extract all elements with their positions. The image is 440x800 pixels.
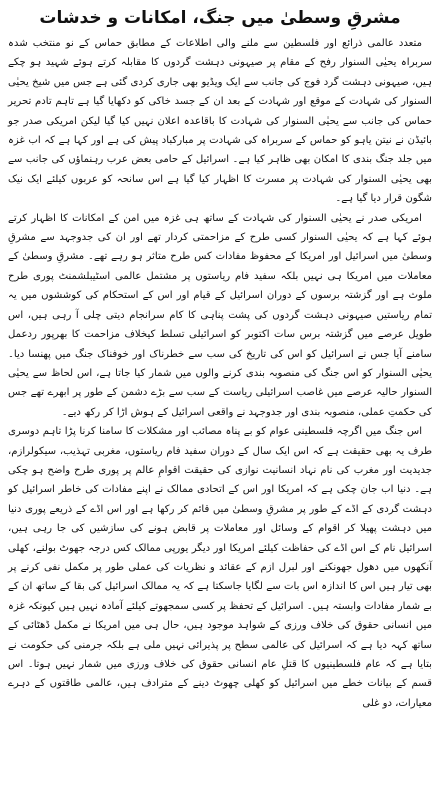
- article-paragraph: اس جنگ میں اگرچہ فلسطینی عوام کو بے پناہ مصائب اور مشکلات کا سامنا کرنا پڑا تاہم دوسری طرف یہ بھی حقیقت ہے کہ اس ایک سال کے دوران سفید فام ریاستوں، مغربی تہذیب، سیکولرازم، جدیدیت اور مغرب کی نام نہاد انسانیت نوازی کی حقیقت اقوامِ عالم پر پوری طرح واضح ہو چکی ہے۔ دنیا اب جان چکی ہے کہ امریکا اور اس کے اتحادی ممالک نے اپنے مفادات کی خاطر اسرائیل کو دہشت گردی کے اڈے کے طور پر مشرقِ وسطیٰ میں قائم کر رکھا ہے اور اس اڈے کے ذریعے پوری دنیا میں دہشت پھیلا کر اقوام کے وسائل اور معاملات پر قابض ہونے کی سازشیں کی جا رہی ہیں، اسرائیل نام کے اس اڈے کی حفاظت کیلئے امریکا اور دیگر یورپی ممالک کس درجہ جھوٹ بولنے، کھلی آنکھوں میں دھول جھونکنے اور لبرل ازم کے عقائد و نظریات کی عملی طور پر مکمل نفی کرنے پر بھی تیار ہیں اس کا اندازہ اس بات سے لگایا جاسکتا ہے کہ یہ ممالک اسرائیل کی بقا کے ساتھ ان کے بے شمار مفادات وابستہ ہیں۔ اسرائیل کے تحفظ پر کسی سمجھوتے کیلئے آمادہ نہیں ہیں کیونکہ غزہ میں انسانی حقوق کی خلاف ورزی کے شواہد موجود ہیں، حال ہی میں امریکا نے مکمل ڈھٹائی کے ساتھ کہہ دیا ہے کہ اسرائیل کی عالمی سطح پر پذیرائی نہیں ملی ہے بلکہ جرمنی کی حکومت نے بتایا ہے کہ عام فلسطینیوں کا قتلِ عام انسانی حقوق کی خلاف ورزی میں شمار نہیں ہوتا۔ اس قسم کے بیانات خطے میں اسرائیل کو کھلی چھوٹ دینے کے مترادف ہیں، عالمی طاقتوں کے دہرے معیارات، دو غلی: [8, 426, 432, 709]
- article-body: [8, 34, 432, 713]
- article-paragraph: امریکی صدر نے یحیٰی السنوار کی شہادت کے ساتھ ہی غزہ میں امن کے امکانات کا اظہار کرتے ہوئے کہا ہے کہ یحیٰی السنوار کسی طرح کے مزاحمتی کردار تھے اور ان کی جدوجہد سے مشرقِ وسطیٰ میں اسرائیل اور امریکا کے محفوظ مفادات کس طرح متاثر ہو رہے تھے۔ مشرقِ وسطیٰ کے معاملات میں امریکا ہی نہیں بلکہ سفید فام ریاستوں پر مشتمل عالمی اسٹیبلشمنٹ پوری طرح ملوث ہے اور گزشتہ برسوں کے دوران اسرائیل کے قیام اور اس کے استحکام کی کوششوں میں یہ تمام ریاستیں صیہونی دہشت گردوں کی پشت پناہی کا کام سرانجام دیتی چلی آ رہی ہیں، اس طویل عرصے میں گزشتہ برس سات اکتوبر کو اسرائیلی تسلط کیخلاف مزاحمت کا بھرپور ردعمل سامنے آیا جس نے اسرائیل کو اس کی تاریخ کی سب سے خطرناک اور خوفناک جنگ میں پھنسا دیا۔ یحیٰی السنوار کو اس جنگ کی منصوبہ بندی کرنے والوں میں شمار کیا جاتا ہے، اس لحاظ سے یحیٰی السنوار حالیہ عرصے میں غاصب اسرائیلی ریاست کے سب سے بڑے دشمن کے طور پر ابھرے تھے جس کی حکمتِ عملی، منصوبہ بندی اور جدوجہد نے واقعی اسرائیل کے ہوش اڑا کر رکھ دیے۔: [8, 212, 432, 418]
- article-title: مشرقِ وسطیٰ میں جنگ، امکانات و خدشات: [39, 8, 401, 28]
- article-paragraph: متعدد عالمی ذرائع اور فلسطین سے ملنے والی اطلاعات کے مطابق حماس کے نو منتخب شدہ سربراہ یحیٰی السنوار رفح کے مقام پر صیہونی دہشت گردوں کا مقابلہ کرتے ہوئے شہید ہو چکے ہیں، صیہونی دہشت گرد فوج کی جانب سے ایک ویڈیو بھی جاری کردی گئی ہے جس میں شیخ یحیٰی السنوار کی شہادت کے موقع اور شہادت کے بعد ان کے جسد خاکی کو دکھایا گیا ہے تاہم تادم تحریر حماس کی جانب سے یحیٰی السنوار کی شہادت کا باقاعدہ اعلان نہیں کیا گیا لیکن امریکی صدر جو بائیڈن نے نیتن یاہو کو حماس کے سربراہ کی شہادت پر مبارکباد پیش کی ہے اور کہا ہے کہ اب غزہ میں جلد جنگ بندی کا امکان بھی ظاہر کیا ہے۔ اسرائیل کے حامی بعض عرب رہنماؤں کی جانب سے بھی یحیٰی السنوار کی شہادت پر مسرت کا اظہار کیا گیا ہے اس سانحہ کو عربوں کیلئے ایک نیک شگون قرار دیا گیا ہے۔: [8, 38, 432, 205]
